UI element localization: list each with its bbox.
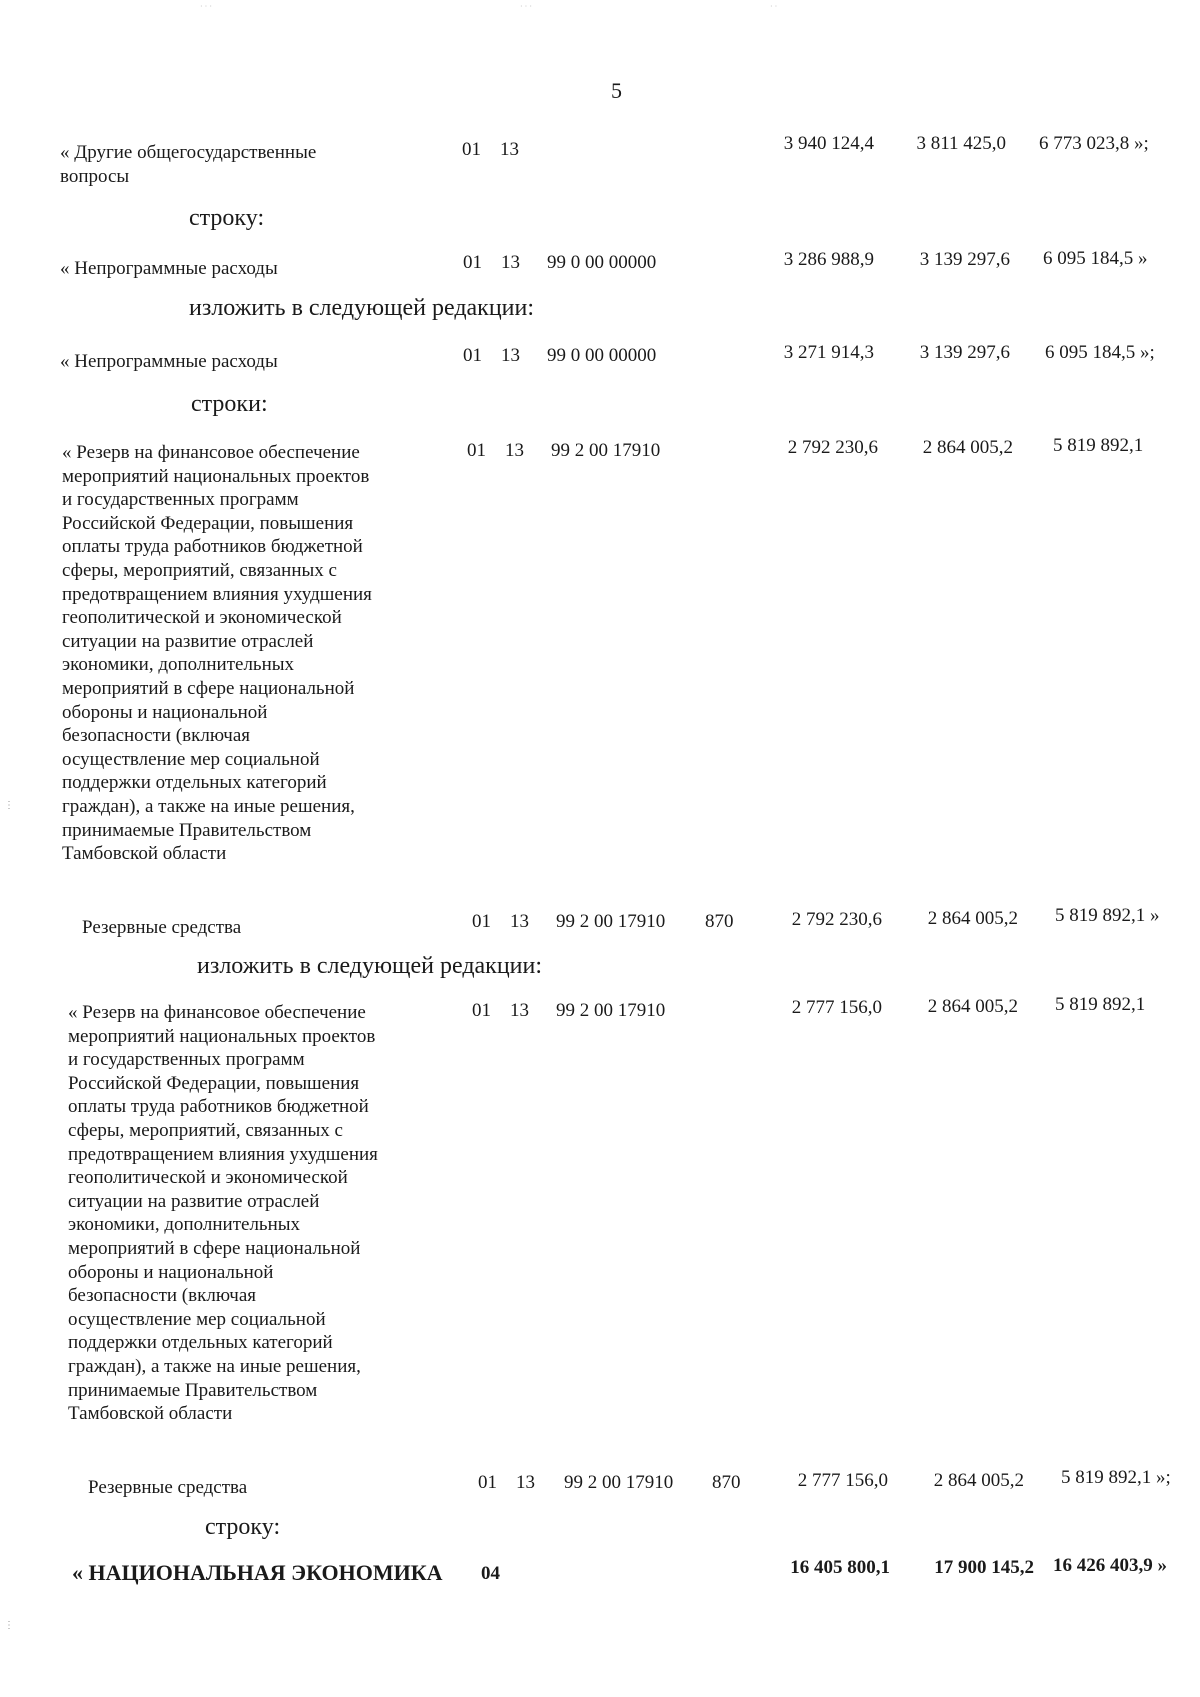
row-v1: 2 777 156,0 <box>791 997 882 1018</box>
row-name: « Непрограммные расходы <box>60 258 278 279</box>
row-v3: 5 819 892,1 » <box>1055 905 1160 926</box>
row-v3: 5 819 892,1 »; <box>1061 1467 1171 1488</box>
row-name: « Резерв на финансовое обеспечение мероприятий национальных проектов и государственных программ Российской Федерации, повышения оплаты труда работников бюджетной сферы, мероприятий, связанных с предотвращением влияния ухудшения геополитической и экономической ситуации на развитие отраслей экономики, дополнительных мероприятий в сфере национальной обороны и национальной безопасности (включая осуществление мер социальной поддержки отдельных категорий граждан), а также на иные решения, принимаемые Правительством Тамбовской области <box>62 442 372 865</box>
row-v1: 3 271 914,3 <box>783 342 874 363</box>
row-rz: 01 <box>478 1472 497 1493</box>
row-name: « НАЦИОНАЛЬНАЯ ЭКОНОМИКА <box>72 1560 443 1585</box>
row-v2: 2 864 005,2 <box>927 908 1018 929</box>
row-v3: 6 773 023,8 »; <box>1039 133 1149 154</box>
row-v2: 2 864 005,2 <box>933 1470 1024 1491</box>
row-v2: 17 900 145,2 <box>934 1557 1034 1578</box>
row-csr: 99 0 00 00000 <box>547 345 657 366</box>
page-number: 5 <box>611 78 622 103</box>
row-v3: 6 095 184,5 »; <box>1045 342 1155 363</box>
row-csr: 99 2 00 17910 <box>564 1472 674 1493</box>
row-v3: 5 819 892,1 <box>1053 435 1144 456</box>
row-v3: 5 819 892,1 <box>1055 994 1146 1015</box>
row-vr: 870 <box>712 1472 741 1493</box>
row-v1: 2 777 156,0 <box>797 1470 888 1491</box>
row-v2: 3 139 297,6 <box>919 342 1010 363</box>
row-csr: 99 0 00 00000 <box>547 252 657 273</box>
row-pr: 13 <box>505 440 524 461</box>
row-rz: 01 <box>472 1000 491 1021</box>
row-v1: 2 792 230,6 <box>787 437 878 458</box>
row-name: « Резерв на финансовое обеспечение мероприятий национальных проектов и государственных программ Российской Федерации, повышения оплаты труда работников бюджетной сферы, мероприятий, связанных с предотвращением влияния ухудшения геополитической и экономической ситуации на развитие отраслей экономики, дополнительных мероприятий в сфере национальной обороны и национальной безопасности (включая осуществление мер социальной поддержки отдельных категорий граждан), а также на иные решения, принимаемые Правительством Тамбовской области <box>68 1002 378 1425</box>
heading: строку: <box>205 1514 281 1540</box>
row-v1: 3 286 988,9 <box>783 249 874 270</box>
row-csr: 99 2 00 17910 <box>556 911 666 932</box>
heading: строки: <box>191 391 268 417</box>
heading: строку: <box>189 205 265 231</box>
row-name: « Непрограммные расходы <box>60 351 278 372</box>
row-pr: 13 <box>510 911 529 932</box>
heading: изложить в следующей редакции: <box>189 295 535 321</box>
row-pr: 13 <box>501 345 520 366</box>
row-v2: 3 811 425,0 <box>916 133 1006 154</box>
row-vr: 870 <box>705 911 734 932</box>
row-v3: 16 426 403,9 » <box>1053 1555 1167 1576</box>
row-pr: 13 <box>500 139 519 160</box>
row-rz: 01 <box>463 345 482 366</box>
row-rz: 04 <box>481 1563 500 1584</box>
row-pr: 13 <box>510 1000 529 1021</box>
row-v2: 2 864 005,2 <box>927 996 1018 1017</box>
row-csr: 99 2 00 17910 <box>551 440 661 461</box>
row-v2: 2 864 005,2 <box>922 437 1013 458</box>
row-rz: 01 <box>462 139 481 160</box>
row-name: Резервные средства <box>88 1477 248 1498</box>
row-csr: 99 2 00 17910 <box>556 1000 666 1021</box>
row-name: « Другие общегосударственные вопросы <box>60 142 317 187</box>
row-v2: 3 139 297,6 <box>919 249 1010 270</box>
row-v1: 2 792 230,6 <box>791 909 882 930</box>
row-v1: 16 405 800,1 <box>790 1557 890 1578</box>
row-rz: 01 <box>472 911 491 932</box>
row-v3: 6 095 184,5 » <box>1043 248 1148 269</box>
row-rz: 01 <box>467 440 486 461</box>
row-v1: 3 940 124,4 <box>783 133 874 154</box>
heading: изложить в следующей редакции: <box>197 953 543 979</box>
row-name: Резервные средства <box>82 917 242 938</box>
row-pr: 13 <box>501 252 520 273</box>
row-rz: 01 <box>463 252 482 273</box>
row-pr: 13 <box>516 1472 535 1493</box>
